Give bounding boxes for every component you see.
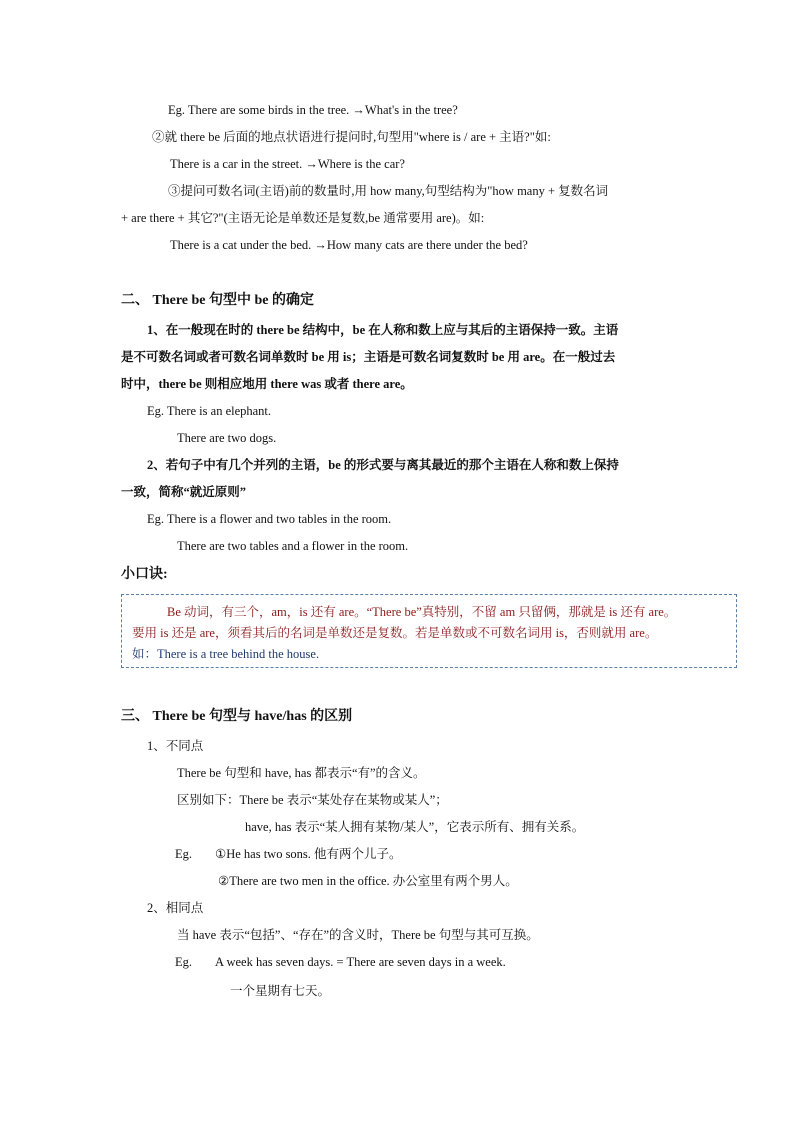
eg-label: Eg. <box>175 847 193 861</box>
paragraph-line: 1、在一般现在时的 there be 结构中，be 在人称和数上应与其后的主语保持一致。主语 <box>147 323 619 337</box>
example-line: Eg. There is an elephant. <box>147 404 272 418</box>
rule-line: + are there + 其它?"(主语无论是单数还是复数,be 通常要用 are)。如: <box>121 211 485 225</box>
mnemonic-line: 要用 is 还是 are，须看其后的名词是单数还是复数。若是单数或不可数名词用 is，否则就用 are。 <box>132 626 658 640</box>
example-line: A week has seven days. = There are seven days in a week. <box>215 955 506 969</box>
paragraph-line: There be 句型和 have, has 都表示“有”的含义。 <box>177 766 426 780</box>
paragraph-line: have, has 表示“某人拥有某物/某人”，它表示所有、拥有关系。 <box>245 820 585 834</box>
paragraph-line: 一致，简称“就近原则” <box>121 485 247 499</box>
example-line: There are two dogs. <box>177 431 277 445</box>
paragraph-line: 当 have 表示“包括”、“存在”的含义时，There be 句型与其可互换。 <box>177 928 539 942</box>
example-line: Eg. There is a flower and two tables in the room. <box>147 512 392 526</box>
example-line: ②There are two men in the office. 办公室里有两个男人。 <box>218 874 518 888</box>
paragraph-line: 时中，there be 则相应地用 there was 或者 there are。 <box>121 377 413 391</box>
eg-label: Eg. <box>175 955 193 969</box>
example-line: There is a cat under the bed. →How many cats are there under the bed? <box>170 238 528 252</box>
paragraph-line: 2、若句子中有几个并列的主语，be 的形式要与离其最近的那个主语在人称和数上保持 <box>147 458 619 472</box>
example-line: ①He has two sons. 他有两个儿子。 <box>215 847 402 861</box>
section-heading: 三、 There be 句型与 have/has 的区别 <box>121 709 353 724</box>
paragraph-line: 区别如下：There be 表示“某处存在某物或某人”； <box>177 793 448 807</box>
mnemonic-line: 如：There is a tree behind the house. <box>132 647 320 661</box>
subheading: 2、相同点 <box>147 901 204 915</box>
example-line: There is a car in the street. →Where is the car? <box>170 157 405 171</box>
paragraph-line: 是不可数名词或者可数名词单数时 be 用 is；主语是可数名词复数时 be 用 are。在一般过去 <box>121 350 616 364</box>
example-line: Eg. There are some birds in the tree. →What's in the tree? <box>168 103 458 117</box>
example-line: 一个星期有七天。 <box>230 984 331 998</box>
mnemonic-line: Be 动词，有三个，am，is 还有 are。“There be”真特别，不留 am 只留俩，那就是 is 还有 are。 <box>167 605 677 619</box>
rule-line: ②就 there be 后面的地点状语进行提问时,句型用"where is / are + 主语?"如: <box>152 130 551 144</box>
mnemonic-title: 小口诀: <box>121 567 168 582</box>
mnemonic-box <box>121 594 737 668</box>
section-heading: 二、 There be 句型中 be 的确定 <box>121 293 315 308</box>
subheading: 1、不同点 <box>147 739 204 753</box>
rule-line: ③提问可数名词(主语)前的数量时,用 how many,句型结构为"how many + 复数名词 <box>168 184 609 198</box>
example-line: There are two tables and a flower in the room. <box>177 539 409 553</box>
